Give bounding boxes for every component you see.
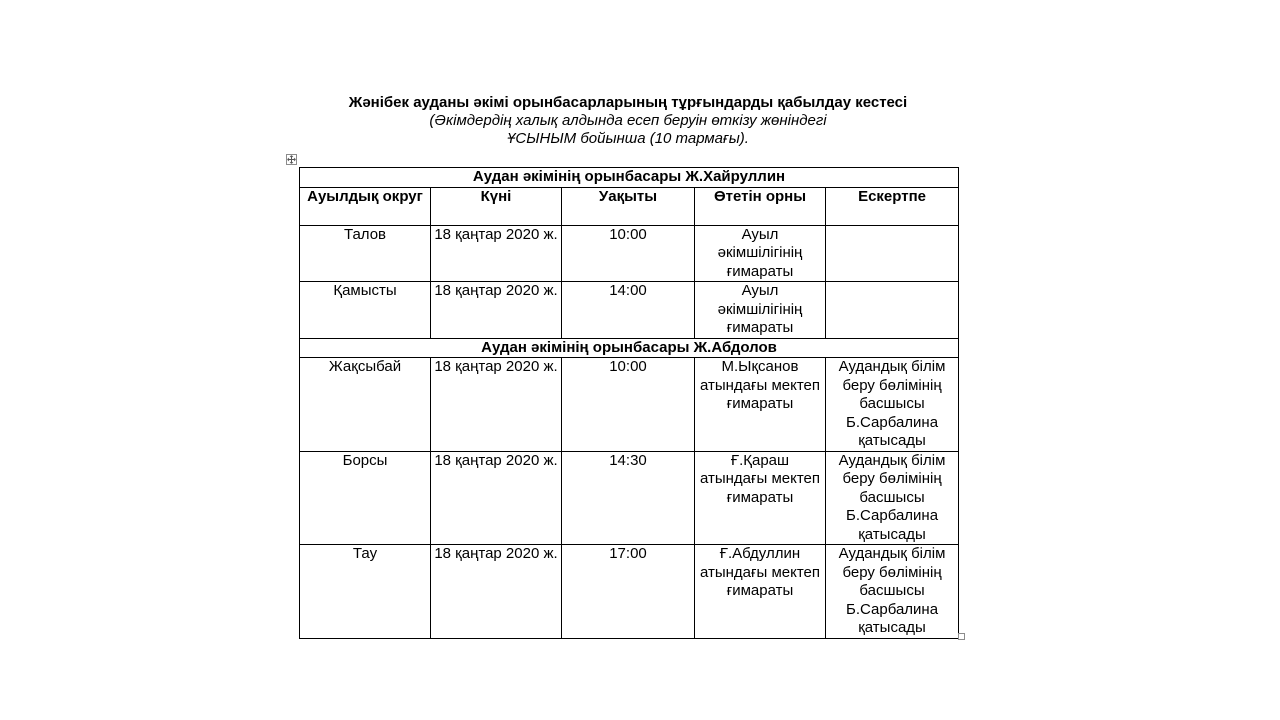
cell-place: Ғ.Қараш атындағы мектеп ғимараты [695,451,826,545]
cell-time: 10:00 [562,225,695,282]
cell-time: 14:30 [562,451,695,545]
cell-place: Ауыл әкімшілігінің ғимараты [695,225,826,282]
cell-date: 18 қаңтар 2020 ж. [431,358,562,452]
table-move-handle-icon[interactable] [286,154,297,165]
cell-district: Талов [300,225,431,282]
column-header-date: Күні [431,187,562,225]
column-header-time: Уақыты [562,187,695,225]
cell-place: Ғ.Абдуллин атындағы мектеп ғимараты [695,545,826,639]
cell-time: 17:00 [562,545,695,639]
document-heading [260,93,996,148]
cell-date: 18 қаңтар 2020 ж. [431,545,562,639]
document-subtitle-line-2: ҰСЫНЫМ бойынша (10 тармағы). [507,130,749,147]
cell-place: Ауыл әкімшілігінің ғимараты [695,282,826,339]
document-subtitle-line-1: (Әкімдердің халық алдында есеп беруін өткізу жөніндегі [429,112,827,129]
table-resize-handle-icon[interactable] [958,633,965,640]
cell-time: 14:00 [562,282,695,339]
table-row [300,451,959,545]
cell-place: М.Ықсанов атындағы мектеп ғимараты [695,358,826,452]
group-title: Аудан әкімінің орынбасары Ж.Абдолов [300,338,959,358]
cell-district: Қамысты [300,282,431,339]
group-header-row [300,168,959,188]
cell-note: Аудандық білім беру бөлімінің басшысы Б.Сарбалина қатысады [826,451,959,545]
group-header-row [300,338,959,358]
cell-date: 18 қаңтар 2020 ж. [431,225,562,282]
reception-schedule-table [299,167,959,639]
cell-district: Тау [300,545,431,639]
cell-note: Аудандық білім беру бөлімінің басшысы Б.Сарбалина қатысады [826,545,959,639]
cell-note: Аудандық білім беру бөлімінің басшысы Б.Сарбалина қатысады [826,358,959,452]
table-row [300,545,959,639]
column-header-place: Өтетін орны [695,187,826,225]
cell-time: 10:00 [562,358,695,452]
cell-district: Борсы [300,451,431,545]
cell-district: Жақсыбай [300,358,431,452]
cell-date: 18 қаңтар 2020 ж. [431,451,562,545]
table-row [300,225,959,282]
column-header-row [300,187,959,225]
table-row [300,358,959,452]
group-title: Аудан әкімінің орынбасары Ж.Хайруллин [300,168,959,188]
cell-note [826,282,959,339]
table-row [300,282,959,339]
cell-date: 18 қаңтар 2020 ж. [431,282,562,339]
column-header-district: Ауылдық округ [300,187,431,225]
column-header-note: Ескертпе [826,187,959,225]
document-title: Жәнібек ауданы әкімі орынбасарларының тұрғындарды қабылдау кестесі [348,94,908,111]
cell-note [826,225,959,282]
